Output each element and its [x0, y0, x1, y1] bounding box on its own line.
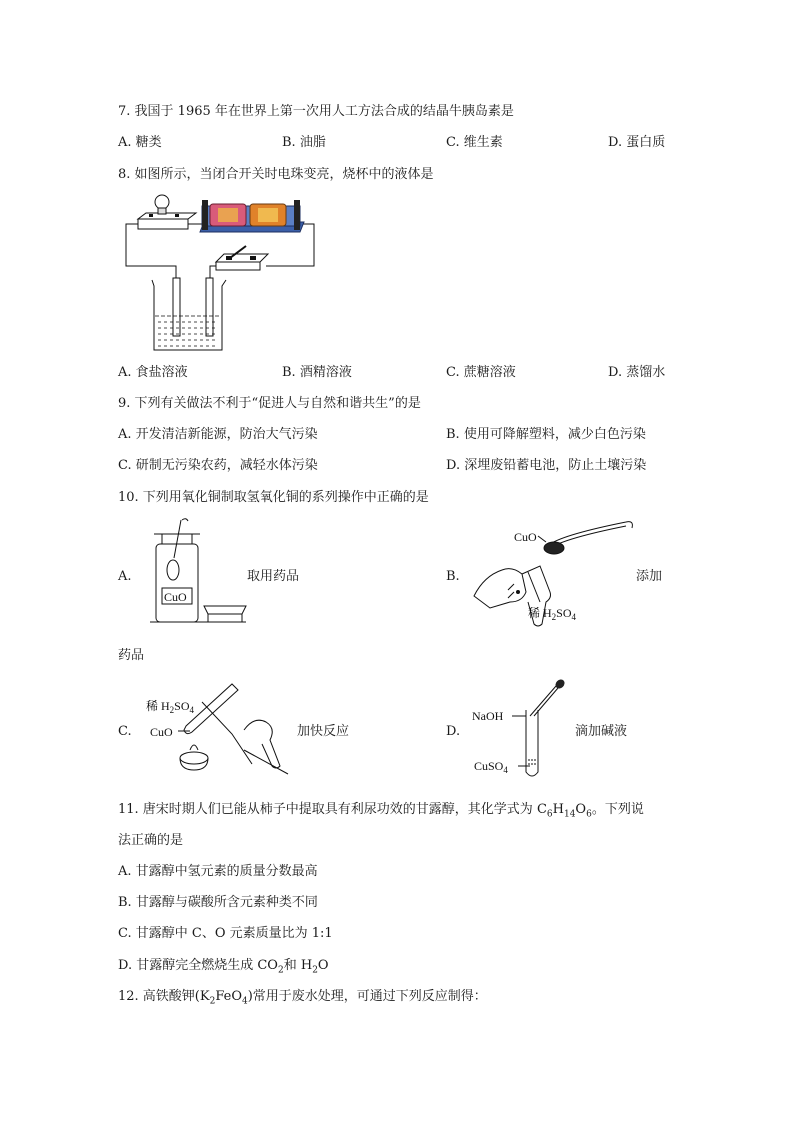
q8-option-b: B. 酒精溶液: [282, 365, 352, 380]
q10-option-a-text: 取用药品: [247, 569, 300, 584]
q9-stem: 9. 下列有关做法不利于“促进人与自然和谐共生”的是: [118, 396, 421, 411]
q9-option-a: A. 开发清洁新能源，防治大气污染: [118, 427, 318, 442]
q11-option-a: A. 甘露醇中氢元素的质量分数最高: [118, 864, 318, 879]
q9-option-c: C. 研制无污染农药，减轻水体污染: [118, 458, 318, 473]
q10-option-c-letter: C.: [118, 724, 132, 739]
q11-option-b: B. 甘露醇与碳酸所含元素种类不同: [118, 895, 318, 910]
q11-option-c: C. 甘露醇中 C、O 元素质量比为 1:1: [118, 926, 333, 941]
q11-stem-line2: 法正确的是: [118, 833, 184, 848]
q7-stem: 7. 我国于 1965 年在世界上第一次用人工方法合成的结晶牛胰岛素是: [118, 104, 514, 119]
q10-option-a-letter: A.: [118, 569, 132, 584]
beaker-icon: [152, 278, 226, 350]
fig-c-cuo-label: CuO: [150, 725, 173, 739]
q12-stem: 12. 高铁酸钾$(K_2FeO_4)$常用于废水处理，可通过下列反应制得：: [118, 989, 487, 1007]
q10-option-d-letter: D.: [446, 724, 461, 739]
q8-stem: 8. 如图所示，当闭合开关时电珠变亮，烧杯中的液体是: [118, 167, 434, 182]
bulb-icon: [138, 195, 196, 229]
fig-c-acid-label: 稀 $H_2SO_4$: [146, 699, 195, 715]
q11-option-d: D. 甘露醇完全燃烧生成 $CO_2$和 $H_2O$: [118, 958, 329, 976]
q7-option-d: D. 蛋白质: [608, 135, 666, 150]
q7-option-c: C. 维生素: [446, 135, 503, 150]
q10-option-b-text: 添加: [636, 569, 663, 584]
dropper-figure: [472, 678, 572, 780]
q8-option-c: C. 蔗糖溶液: [446, 365, 516, 380]
q10-option-d-text: 滴加碱液: [575, 724, 628, 739]
fig-b-cuo-label: CuO: [514, 530, 537, 544]
q8-option-d: D. 蒸馏水: [608, 365, 666, 380]
q10-stem: 10. 下列用氧化铜制取氢氧化铜的系列操作中正确的是: [118, 490, 429, 505]
q8-option-a: A. 食盐溶液: [118, 365, 188, 380]
reagent-bottle-figure: [146, 518, 251, 628]
switch-icon: [216, 246, 268, 270]
q11-stem-line1: 11. 唐宋时期人们已能从柿子中提取具有利尿功效的甘露醇，其化学式为 $C_6H_{14}O_6$。下列说: [118, 802, 644, 820]
heating-tube-figure: [146, 680, 296, 780]
add-powder-figure: [470, 514, 640, 632]
q7-option-a: A. 糖类: [118, 135, 162, 150]
fig-d-naoh-label: NaOH: [472, 709, 504, 723]
fig-b-acid-label: 稀 $H_2SO_4$: [528, 606, 577, 622]
q10-option-b-text-cont: 药品: [118, 648, 145, 663]
circuit-figure: [118, 192, 323, 354]
q9-option-d: D. 深埋废铅蓄电池，防止土壤污染: [446, 458, 647, 473]
battery-icon: [200, 200, 304, 232]
q7-option-b: B. 油脂: [282, 135, 326, 150]
q9-option-b: B. 使用可降解塑料，减少白色污染: [446, 427, 646, 442]
q10-option-b-letter: B.: [446, 569, 460, 584]
fig-d-cuso4-label: CuSO$_4$: [474, 759, 508, 775]
fig-a-cuo-label: CuO: [164, 590, 187, 604]
q10-option-c-text: 加快反应: [297, 724, 350, 739]
